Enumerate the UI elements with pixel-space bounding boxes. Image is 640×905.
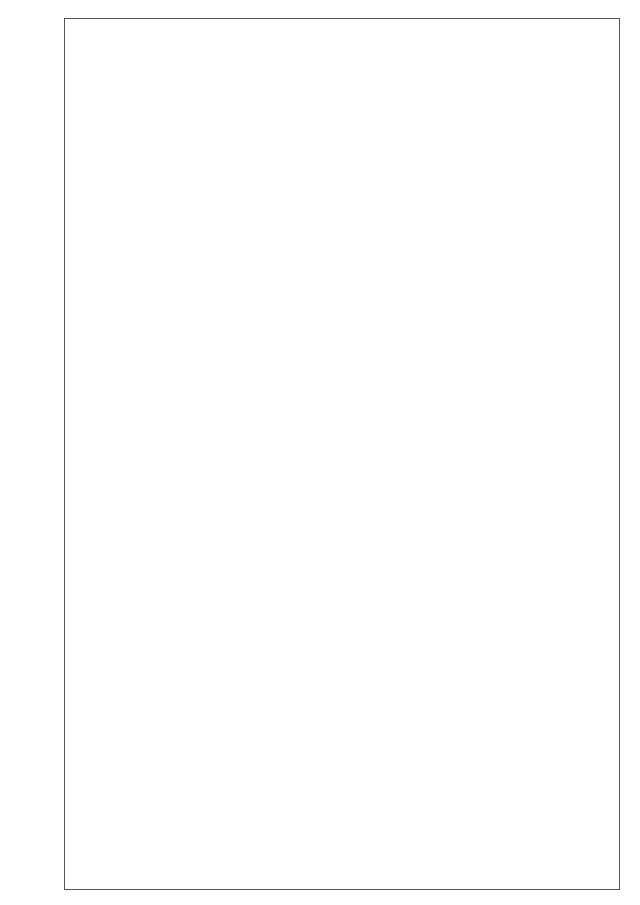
data-table <box>64 18 620 890</box>
